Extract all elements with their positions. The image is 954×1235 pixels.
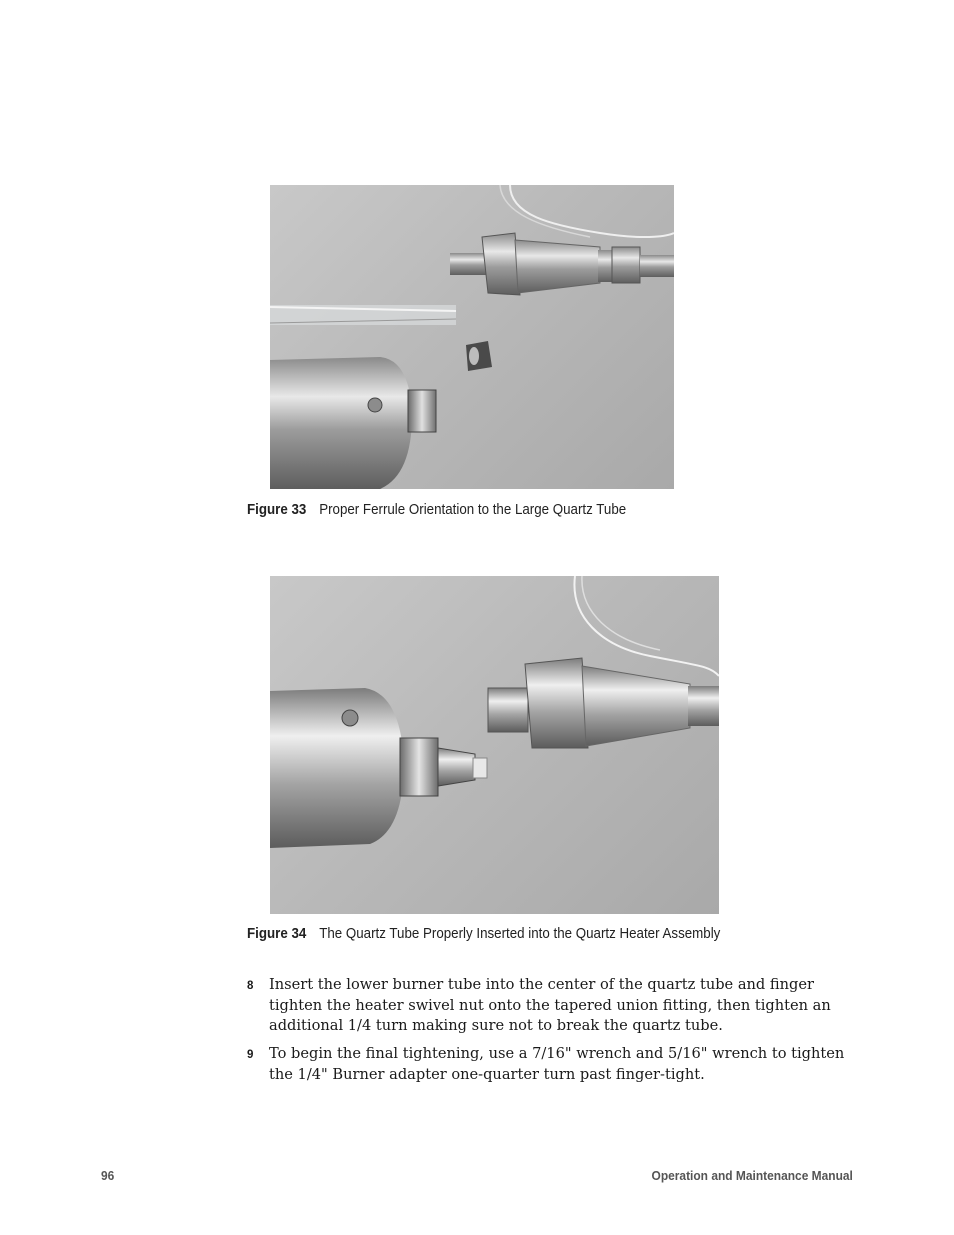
figure-33-caption — [247, 502, 626, 518]
step-text: Insert the lower burner tube into the center of the quartz tube and finger tighten the heater swivel nut onto the tapered union fitting, then tighten an additional 1/4 turn making sure not to break the quartz tube. — [269, 976, 831, 1034]
manual-title: Operation and Maintenance Manual — [651, 1168, 853, 1183]
figure-33-photo — [270, 185, 674, 489]
step-9 — [247, 1044, 857, 1085]
step-8 — [247, 975, 857, 1037]
figure-number: Figure 34 — [247, 926, 307, 942]
page-number: 96 — [101, 1168, 115, 1183]
step-text: To begin the final tightening, use a 7/16" wrench and 5/16" wrench to tighten the 1/4" Burner adapter one-quarter turn past finger-tight. — [269, 1045, 845, 1083]
figure-34-photo — [270, 576, 719, 914]
figure-number: Figure 33 — [247, 502, 307, 518]
figure-title: The Quartz Tube Properly Inserted into the Quartz Heater Assembly — [319, 926, 721, 942]
figure-title: Proper Ferrule Orientation to the Large Quartz Tube — [319, 502, 627, 518]
step-number: 9 — [247, 1049, 254, 1061]
figure-34-caption — [247, 926, 720, 942]
step-number: 8 — [247, 980, 254, 992]
